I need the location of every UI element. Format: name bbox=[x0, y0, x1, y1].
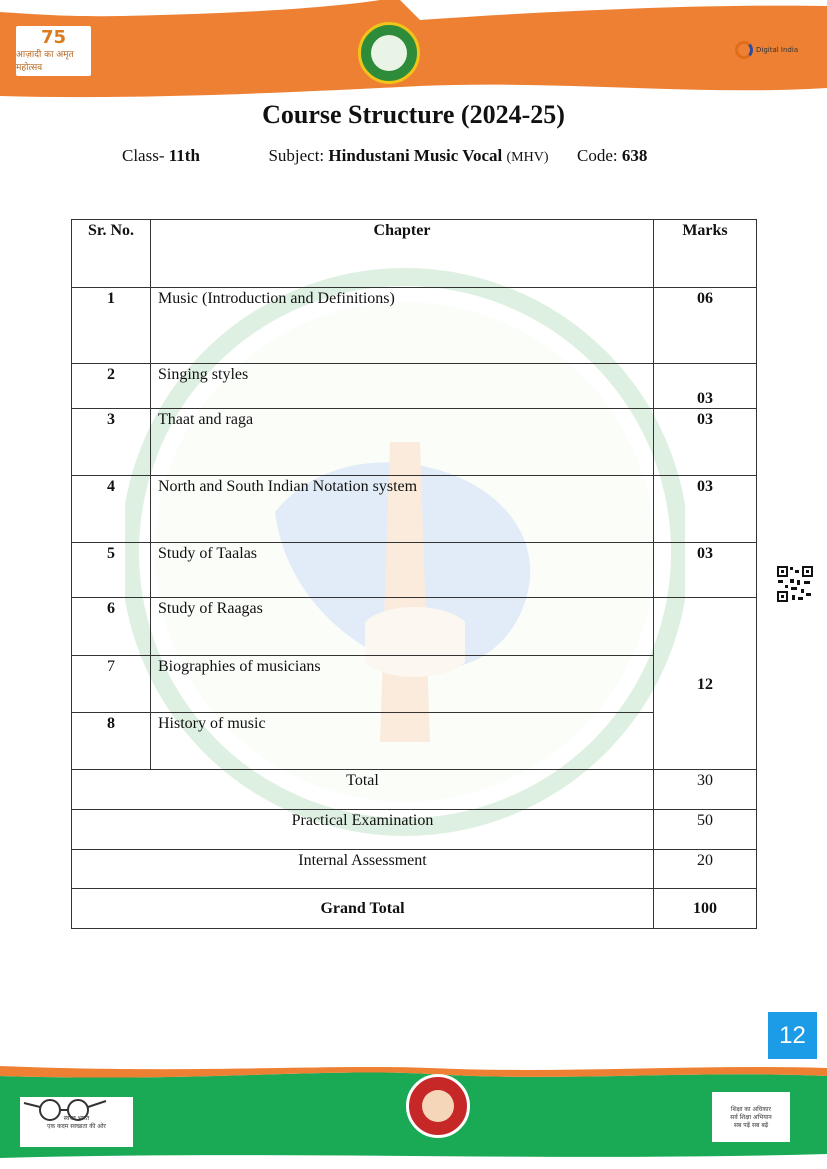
row-chapter: North and South Indian Notation system bbox=[151, 476, 654, 543]
row-sr: 7 bbox=[72, 656, 151, 713]
summary-marks: 30 bbox=[654, 770, 757, 810]
row-chapter: Thaat and raga bbox=[151, 409, 654, 476]
row-sr: 2 bbox=[72, 364, 151, 409]
swachh-bharat-logo bbox=[20, 1097, 133, 1147]
row-marks: 03 bbox=[654, 543, 757, 598]
glasses-icon bbox=[20, 1097, 110, 1123]
table-row bbox=[72, 543, 757, 598]
grand-total-label: Grand Total bbox=[72, 889, 654, 929]
course-info-line bbox=[122, 146, 647, 166]
code-label: Code: bbox=[576, 146, 618, 165]
row-marks-merged: 12 bbox=[654, 598, 757, 770]
qr-code-icon bbox=[776, 565, 814, 603]
row-chapter: History of music bbox=[151, 713, 654, 770]
digital-india-icon bbox=[735, 41, 753, 59]
summary-label: Total bbox=[72, 770, 654, 810]
sarva-shiksha-abhiyan-logo bbox=[712, 1092, 790, 1142]
row-chapter: Study of Raagas bbox=[151, 598, 654, 656]
summary-marks: 20 bbox=[654, 850, 757, 889]
table-row bbox=[72, 476, 757, 543]
digital-india-text: Digital India bbox=[756, 46, 799, 54]
row-sr: 1 bbox=[72, 288, 151, 364]
ssa-tagline: सब पढ़ें सब बढ़ें bbox=[733, 1122, 769, 1129]
board-emblem-inner bbox=[371, 35, 407, 71]
course-structure-table bbox=[71, 219, 757, 929]
swachh-bharat-title: स्वच्छ भारत bbox=[63, 1115, 90, 1122]
row-sr: 4 bbox=[72, 476, 151, 543]
table-row bbox=[72, 288, 757, 364]
header-chapter: Chapter bbox=[151, 220, 654, 288]
subject-value: Hindustani Music Vocal bbox=[328, 146, 503, 165]
subject-code-abbr: (MHV) bbox=[506, 150, 549, 165]
summary-row-internal bbox=[72, 850, 757, 889]
row-marks: 03 bbox=[654, 364, 757, 409]
summary-marks: 50 bbox=[654, 810, 757, 850]
footer-banner bbox=[0, 1062, 827, 1169]
table-row bbox=[72, 364, 757, 409]
header-marks: Marks bbox=[654, 220, 757, 288]
table-row bbox=[72, 598, 757, 656]
row-sr: 5 bbox=[72, 543, 151, 598]
page-number-badge: 12 bbox=[768, 1012, 817, 1059]
rte-title: शिक्षा का अधिकार bbox=[731, 1106, 771, 1113]
row-chapter: Singing styles bbox=[151, 364, 654, 409]
row-marks: 03 bbox=[654, 409, 757, 476]
row-chapter: Biographies of musicians bbox=[151, 656, 654, 713]
azadi-logo-number: 75 bbox=[40, 27, 67, 48]
summary-row-practical bbox=[72, 810, 757, 850]
row-sr: 3 bbox=[72, 409, 151, 476]
azadi-logo-text: आज़ादी का अमृत महोत्सव bbox=[16, 50, 74, 73]
swachh-bharat-tagline: एक कदम स्वच्छता की ओर bbox=[47, 1123, 106, 1130]
code-value: 638 bbox=[621, 146, 648, 165]
summary-row-total bbox=[72, 770, 757, 810]
ssa-title: सर्व शिक्षा अभियान bbox=[730, 1114, 772, 1121]
row-sr: 8 bbox=[72, 713, 151, 770]
page-title: Course Structure (2024-25) bbox=[262, 100, 565, 129]
grand-total-marks: 100 bbox=[654, 889, 757, 929]
table-row bbox=[72, 409, 757, 476]
digital-india-logo bbox=[735, 36, 805, 64]
row-marks: 03 bbox=[654, 476, 757, 543]
row-sr: 6 bbox=[72, 598, 151, 656]
beti-bachao-logo bbox=[406, 1074, 470, 1138]
grand-total-row bbox=[72, 889, 757, 929]
row-chapter: Music (Introduction and Definitions) bbox=[151, 288, 654, 364]
board-emblem-logo bbox=[358, 22, 420, 84]
subject-label: Subject: bbox=[268, 146, 325, 165]
azadi-ka-amrit-mahotsav-logo bbox=[16, 26, 91, 76]
header-sr-no: Sr. No. bbox=[72, 220, 151, 288]
summary-label: Practical Examination bbox=[72, 810, 654, 850]
class-label: Class- bbox=[122, 146, 165, 165]
row-marks: 06 bbox=[654, 288, 757, 364]
girl-face-icon bbox=[422, 1090, 454, 1122]
row-chapter: Study of Taalas bbox=[151, 543, 654, 598]
summary-label: Internal Assessment bbox=[72, 850, 654, 889]
header-banner bbox=[0, 0, 827, 110]
class-value: 11th bbox=[168, 146, 200, 165]
table-header-row bbox=[72, 220, 757, 288]
